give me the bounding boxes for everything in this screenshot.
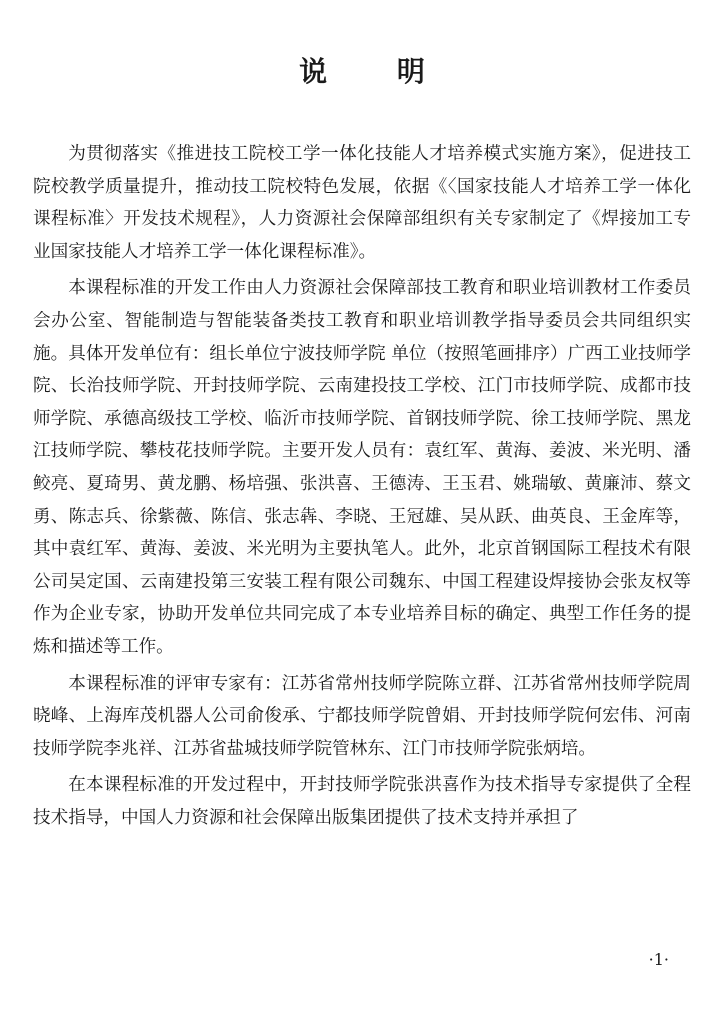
body-text (33, 138, 691, 834)
paragraph-technical-guidance: 在本课程标准的开发过程中，开封技师学院张洪喜作为技术指导专家提供了全程技术指导，中国人力资源和社会保障出版集团提供了技术支持并承担了 (33, 775, 691, 828)
page-title: 说 明 (299, 55, 455, 88)
paragraph-reviewers: 本课程标准的评审专家有：江苏省常州技师学院陈立群、江苏省常州技师学院周晓峰、上海库茂机器人公司俞俊承、宁都技师学院曾娟、开封技师学院何宏伟、河南技师学院李兆祥、江苏省盐城技师学院管林东、江门市技师学院张炳培。 (33, 673, 691, 759)
paragraph-purpose: 为贯彻落实《推进技工院校工学一体化技能人才培养模式实施方案》，促进技工院校教学质量提升，推动技工院校特色发展，依据《〈国家技能人才培养工学一体化课程标准〉开发技术规程》，人力资源社会保障部组织有关专家制定了《焊接加工专业国家技能人才培养工学一体化课程标准》。 (33, 144, 691, 262)
paragraph-developers: 本课程标准的开发工作由人力资源社会保障部技工教育和职业培训教材工作委员会办公室、智能制造与智能装备类技工教育和职业培训教学指导委员会共同组织实施。具体开发单位有：组长单位宁波技师学院 单位（按照笔画排序）广西工业技师学院、长治技师学院、开封技师学院、云南建投技工学校、江门市技师学院、成都市技师学院、承德高级技工学校、临沂市技师学院、首钢技师学院、徐工技师学院、黑龙江技师学院、攀枝花技师学院。主要开发人员有：袁红军、黄海、姜波、米光明、潘鲛亮、夏琦男、黄龙鹏、杨培强、张洪喜、王德涛、王玉君、姚瑞敏、黄廉沛、蔡文勇、陈志兵、徐紫薇、陈信、张志犇、李晓、王冠雄、吴从跃、曲英良、王金库等，其中袁红军、黄海、姜波、米光明为主要执笔人。此外，北京首钢国际工程技术有限公司吴定国、云南建投第三安装工程有限公司魏东、中国工程建设焊接协会张友权等作为企业专家，协助开发单位共同完成了本专业培养目标的确定、典型工作任务的提炼和描述等工作。 (33, 278, 691, 657)
page-number: ·1· (648, 950, 669, 969)
